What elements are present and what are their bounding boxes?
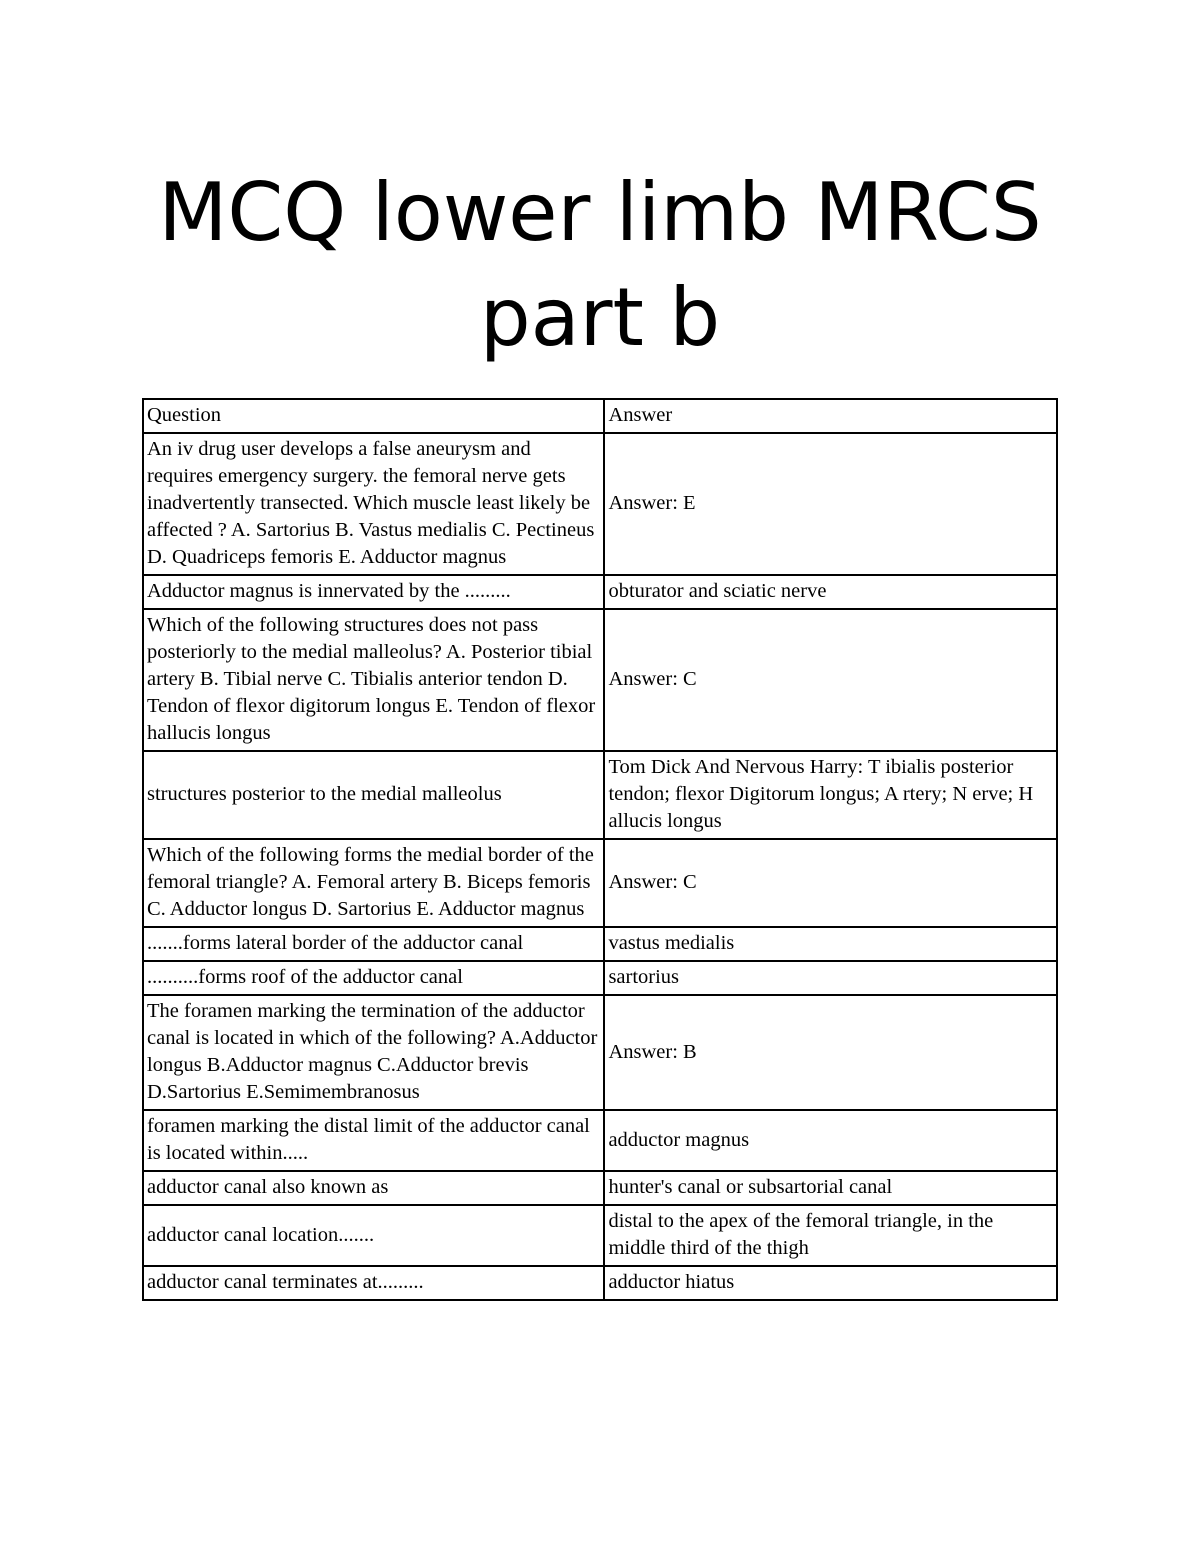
answer-cell: Answer: E	[604, 433, 1057, 575]
table-row	[143, 961, 1057, 995]
table-row	[143, 1266, 1057, 1300]
page-title-line-1: MCQ lower limb MRCS	[158, 166, 1042, 259]
table-row	[143, 609, 1057, 751]
table-row	[143, 751, 1057, 839]
question-cell: Adductor magnus is innervated by the .........	[143, 575, 604, 609]
question-cell: The foramen marking the termination of the adductor canal is located in which of the following? A.Adductor longus B.Adductor magnus C.Adductor brevis D.Sartorius E.Semimembranosus	[143, 995, 604, 1110]
qa-table	[142, 398, 1058, 1301]
answer-cell: adductor hiatus	[604, 1266, 1057, 1300]
column-header-answer: Answer	[604, 399, 1057, 433]
page-title-line-2: part b	[479, 271, 721, 364]
question-cell: foramen marking the distal limit of the adductor canal is located within.....	[143, 1110, 604, 1171]
page-title	[0, 160, 1200, 370]
answer-cell: vastus medialis	[604, 927, 1057, 961]
question-cell: adductor canal also known as	[143, 1171, 604, 1205]
question-cell: .......forms lateral border of the adductor canal	[143, 927, 604, 961]
table-row	[143, 1110, 1057, 1171]
question-cell: adductor canal location.......	[143, 1205, 604, 1266]
answer-cell: obturator and sciatic nerve	[604, 575, 1057, 609]
answer-cell: adductor magnus	[604, 1110, 1057, 1171]
question-cell: An iv drug user develops a false aneurysm and requires emergency surgery. the femoral nerve gets inadvertently transected. Which muscle least likely be affected ? A. Sartorius B. Vastus medialis C. Pectineus D. Quadriceps femoris E. Adductor magnus	[143, 433, 604, 575]
answer-cell: distal to the apex of the femoral triangle, in the middle third of the thigh	[604, 1205, 1057, 1266]
qa-table-body	[143, 399, 1057, 1300]
column-header-question: Question	[143, 399, 604, 433]
table-row	[143, 1171, 1057, 1205]
question-cell: ..........forms roof of the adductor canal	[143, 961, 604, 995]
answer-cell: Answer: B	[604, 995, 1057, 1110]
table-row	[143, 575, 1057, 609]
answer-cell: Tom Dick And Nervous Harry: T ibialis posterior tendon; flexor Digitorum longus; A rtery; N erve; H allucis longus	[604, 751, 1057, 839]
answer-cell: Answer: C	[604, 609, 1057, 751]
answer-cell: hunter's canal or subsartorial canal	[604, 1171, 1057, 1205]
question-cell: Which of the following forms the medial border of the femoral triangle? A. Femoral artery B. Biceps femoris C. Adductor longus D. Sartorius E. Adductor magnus	[143, 839, 604, 927]
question-cell: structures posterior to the medial malleolus	[143, 751, 604, 839]
table-row	[143, 995, 1057, 1110]
table-row	[143, 433, 1057, 575]
table-row	[143, 1205, 1057, 1266]
table-row	[143, 927, 1057, 961]
question-cell: Which of the following structures does not pass posteriorly to the medial malleolus? A. Posterior tibial artery B. Tibial nerve C. Tibialis anterior tendon D. Tendon of flexor digitorum longus E. Tendon of flexor hallucis longus	[143, 609, 604, 751]
table-header-row	[143, 399, 1057, 433]
question-cell: adductor canal terminates at.........	[143, 1266, 604, 1300]
answer-cell: sartorius	[604, 961, 1057, 995]
table-row	[143, 839, 1057, 927]
answer-cell: Answer: C	[604, 839, 1057, 927]
